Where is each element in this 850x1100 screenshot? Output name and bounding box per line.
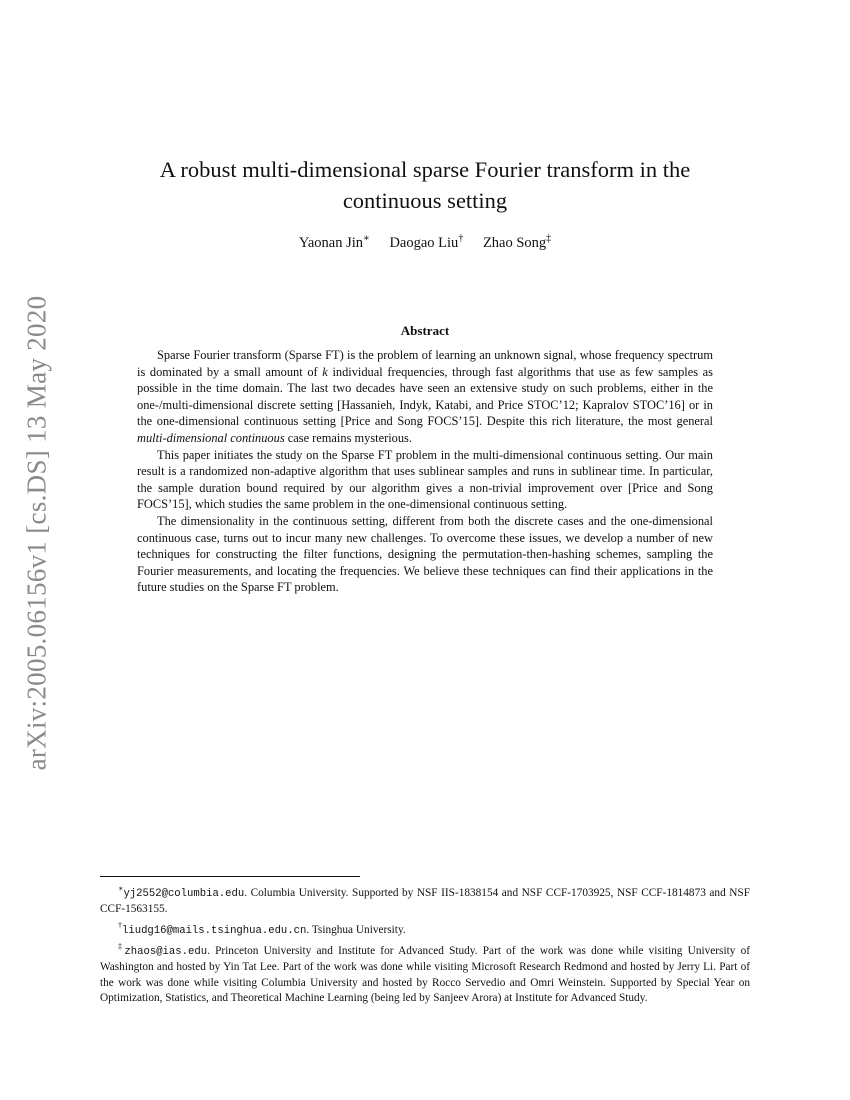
abstract-paragraph: This paper initiates the study on the Sparse FT problem in the multi-dimensional continuous setting. Our main result is a randomized non-adaptive algorithm that uses sublinear samples and runs in sublinear time. In particular, the sample duration bound required by our algorithm gives a non-trivial improvement over [Price and Song FOCS’15], which studies the same problem in the one-dimensional continuous setting. <box>137 447 713 512</box>
footnote-divider <box>100 876 360 877</box>
footnote-mark: † <box>118 920 122 930</box>
author-footnote-mark[interactable]: ∗ <box>363 233 370 244</box>
emphasized-text: multi-dimensional continuous <box>137 430 285 445</box>
footnote-item <box>100 881 750 918</box>
footnote-item <box>100 939 750 1007</box>
author-footnote-mark[interactable]: ‡ <box>546 233 552 244</box>
email-link[interactable]: zhaos@ias.edu <box>124 945 208 958</box>
abstract-body <box>137 347 713 596</box>
email-link[interactable]: liudg16@mails.tsinghua.edu.cn <box>122 924 307 937</box>
author-name: Yaonan Jin <box>298 234 364 251</box>
footnote-item <box>100 918 750 939</box>
abstract-heading: Abstract <box>400 323 450 338</box>
author-footnote-mark[interactable]: † <box>458 233 464 244</box>
author-item <box>483 235 551 251</box>
footnote-text: . Columbia University. Supported by NSF IIS-1838154 and NSF CCF-1703925, NSF CCF-1814873 and NSF CCF-1563155. <box>100 886 750 916</box>
author-item <box>299 235 370 251</box>
abstract-paragraph <box>137 347 713 447</box>
abstract-text: Sparse Fourier transform (Sparse FT) is the problem of learning an unknown signal, whose frequency spectrum is dominated by a small amount of <box>137 348 713 379</box>
footnote-mark: ∗ <box>118 884 124 893</box>
abstract-text: case remains mysterious. <box>284 430 412 445</box>
email-link[interactable]: yj2552@columbia.edu <box>123 887 245 900</box>
arxiv-identifier-stamp: arXiv:2005.06156v1 [cs.DS] 13 May 2020 <box>21 295 52 771</box>
math-variable-k: k <box>322 364 328 379</box>
author-name: Daogao Liu <box>389 234 459 251</box>
author-item <box>389 235 463 251</box>
author-name: Zhao Song <box>482 234 547 251</box>
footnote-text: . Tsinghua University. <box>306 923 406 936</box>
author-list <box>120 233 730 252</box>
abstract-text: individual frequencies, through fast algorithms that use as few samples as possible in the time domain. The last two decades have seen an extensive study on such problems, either in the one-/multi-dimensional discrete setting [Hassanieh, Indyk, Katabi, and Price STOC’12; Kapralov STOC’16] or in the one-dimensional continuous setting [Price and Song FOCS’15]. Despite this rich literature, the most general <box>137 364 713 429</box>
footnote-mark: ‡ <box>118 942 125 952</box>
footnote-text: . Princeton University and Institute for Advanced Study. Part of the work was done while visiting University of Washington and hosted by Yin Tat Lee. Part of the work was done while visiting Microsoft Research Redmond and hosted by Jerry Li. Part of the work was done while visiting Columbia University and hosted by Rocco Servedio and Omri Weinstein. Supported by Special Year on Optimization, Statistics, and Theoretical Machine Learning (being led by Sanjeev Arora) at Institute for Advanced Study. <box>100 944 751 1005</box>
footnotes <box>100 881 750 1007</box>
abstract-paragraph: The dimensionality in the continuous setting, different from both the discrete cases and the one-dimensional continuous case, turns out to incur many new challenges. To overcome these issues, we develop a number of new techniques for constructing the filter functions, designing the permutation-then-hashing schemes, sampling the Fourier measurements, and locating the frequencies. We believe these techniques can find their applications in the future studies on the Sparse FT problem. <box>137 513 713 595</box>
paper-title: A robust multi-dimensional sparse Fourier transform in the continuous setting <box>159 157 691 213</box>
